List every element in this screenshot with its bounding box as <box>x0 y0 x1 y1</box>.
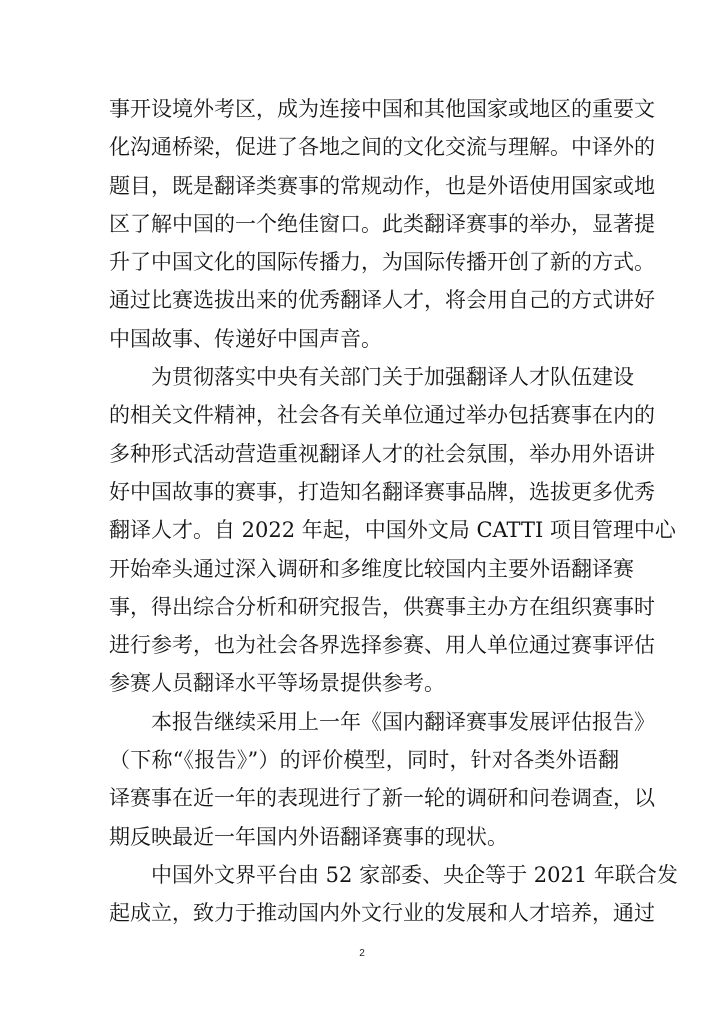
paragraph-1-line-4: 区了解中国的一个绝佳窗口。此类翻译赛事的举办，显著提 <box>109 211 655 236</box>
paragraph-2-line-6: 开始牵头通过深入调研和多维度比较国内主要外语翻译赛 <box>109 556 634 581</box>
page-number: 2 <box>359 948 365 959</box>
body-text <box>109 90 678 933</box>
paragraph-3-line-4: 期反映最近一年国内外语翻译赛事的现状。 <box>109 824 508 849</box>
paragraph-2-line-5: 翻译人才。自 2022 年起，中国外文局 CATTI 项目管理中心 <box>109 518 676 543</box>
paragraph-3-line-3: 译赛事在近一年的表现进行了新一轮的调研和问卷调查，以 <box>109 786 655 811</box>
paragraph-2-line-3: 多种形式活动营造重视翻译人才的社会氛围，举办用外语讲 <box>109 441 655 466</box>
paragraph-2-line-2: 的相关文件精神，社会各有关单位通过举办包括赛事在内的 <box>109 403 655 428</box>
paragraph-4-line-2: 起成立，致力于推动国内外文行业的发展和人才培养，通过 <box>109 901 655 926</box>
paragraph-2-line-9: 参赛人员翻译水平等场景提供参考。 <box>109 671 445 696</box>
paragraph-2-line-1: 为贯彻落实中央有关部门关于加强翻译人才队伍建设 <box>151 365 634 390</box>
paragraph-1-line-3: 题目，既是翻译类赛事的常规动作，也是外语使用国家或地 <box>109 173 655 198</box>
paragraph-1-line-5: 升了中国文化的国际传播力，为国际传播开创了新的方式。 <box>109 250 655 275</box>
paragraph-2-line-4: 好中国故事的赛事，打造知名翻译赛事品牌，选拔更多优秀 <box>109 479 655 504</box>
paragraph-1-line-2: 化沟通桥梁，促进了各地之间的文化交流与理解。中译外的 <box>109 135 655 160</box>
paragraph-1-line-7: 中国故事、传递好中国声音。 <box>109 326 382 351</box>
paragraph-4-line-1: 中国外文界平台由 52 家部委、央企等于 2021 年联合发 <box>151 862 678 887</box>
paragraph-1-line-6: 通过比赛选拔出来的优秀翻译人才，将会用自己的方式讲好 <box>109 288 655 313</box>
paragraph-3-line-2: （下称“《报告》”）的评价模型，同时，针对各类外语翻 <box>109 748 619 773</box>
paragraph-1-line-1: 事开设境外考区，成为连接中国和其他国家或地区的重要文 <box>109 97 655 121</box>
paragraph-2-line-7: 事，得出综合分析和研究报告，供赛事主办方在组织赛事时 <box>109 594 655 619</box>
paragraph-2-line-8: 进行参考，也为社会各界选择参赛、用人单位通过赛事评估 <box>109 633 655 658</box>
paragraph-3-line-1: 本报告继续采用上一年《国内翻译赛事发展评估报告》 <box>151 709 655 734</box>
